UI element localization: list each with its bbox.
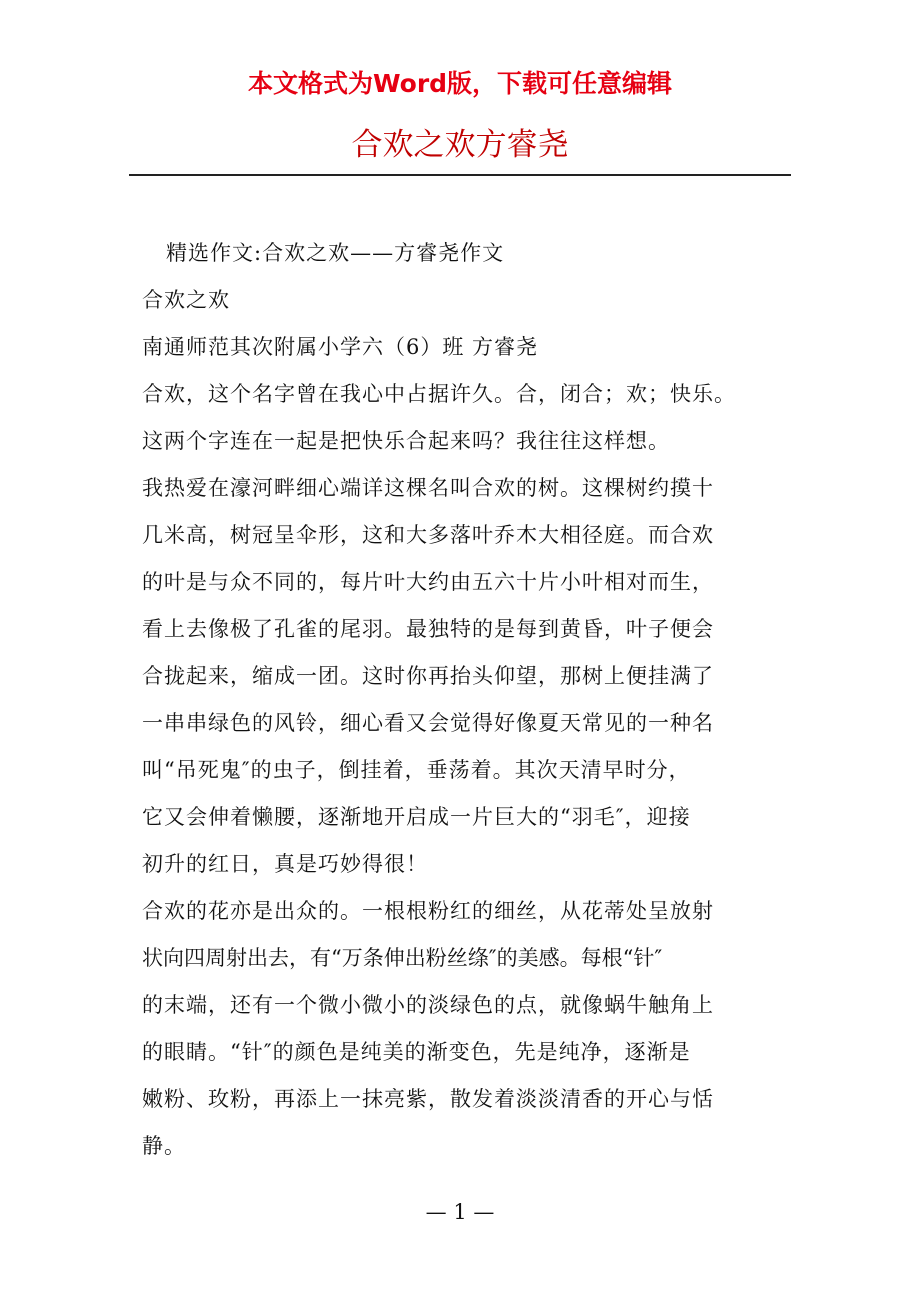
text-line: 嫩粉、玫粉，再添上一抹亮紫，散发着淡淡清香的开心与恬 (142, 1087, 714, 1111)
text-line: 几米高，树冠呈伞形，这和大多落叶乔木大相径庭。而合欢 (142, 523, 714, 547)
document-body (142, 230, 797, 1170)
text-line: 的眼睛。“针″的颜色是纯美的渐变色，先是纯净，逐渐是 (142, 1040, 691, 1064)
text-line: 状向四周射出去，有“万条伸出粉丝绦″的美感。每根“针″ (142, 946, 663, 970)
text-line-author: 南通师范其次附属小学六（6）班 方睿尧 (142, 335, 539, 359)
text-line: 看上去像极了孔雀的尾羽。最独特的是每到黄昏，叶子便会 (142, 617, 714, 641)
text-line: 的叶是与众不同的，每片叶大约由五六十片小叶相对而生， (142, 570, 714, 594)
text-line: 它又会伸着懒腰，逐渐地开启成一片巨大的“羽毛″，迎接 (142, 805, 691, 829)
text-line: 这两个字连在一起是把快乐合起来吗？我往往这样想。 (142, 429, 670, 453)
page-number: — 1 — (425, 1200, 495, 1224)
text-line-essay-title: 合欢之欢 (142, 288, 230, 312)
text-line: 静。 (142, 1134, 186, 1158)
text-line: 我热爱在濠河畔细心端详这棵名叫合欢的树。这棵树约摸十 (142, 476, 714, 500)
text-line-subtitle: 精选作文:合欢之欢——方睿尧作文 (166, 241, 505, 265)
text-line: 合欢的花亦是出众的。一根根粉红的细丝，从花蒂处呈放射 (142, 899, 714, 923)
text-line: 一串串绿色的风铃，细心看又会觉得好像夏天常见的一种名 (142, 711, 714, 735)
text-line: 合拢起来，缩成一团。这时你再抬头仰望，那树上便挂满了 (142, 664, 714, 688)
text-line: 合欢，这个名字曾在我心中占据许久。合，闭合；欢；快乐。 (142, 382, 736, 406)
text-line: 的末端，还有一个微小微小的淡绿色的点，就像蜗牛触角上 (142, 993, 714, 1017)
title-divider (129, 174, 791, 176)
format-notice-banner: 本文格式为Word版，下载可任意编辑 (247, 69, 673, 98)
page-title: 合欢之欢方睿尧 (351, 127, 569, 163)
text-line: 叫“吊死鬼″的虫子，倒挂着，垂荡着。其次天清早时分， (142, 758, 691, 782)
text-line: 初升的红日，真是巧妙得很！ (142, 852, 428, 876)
